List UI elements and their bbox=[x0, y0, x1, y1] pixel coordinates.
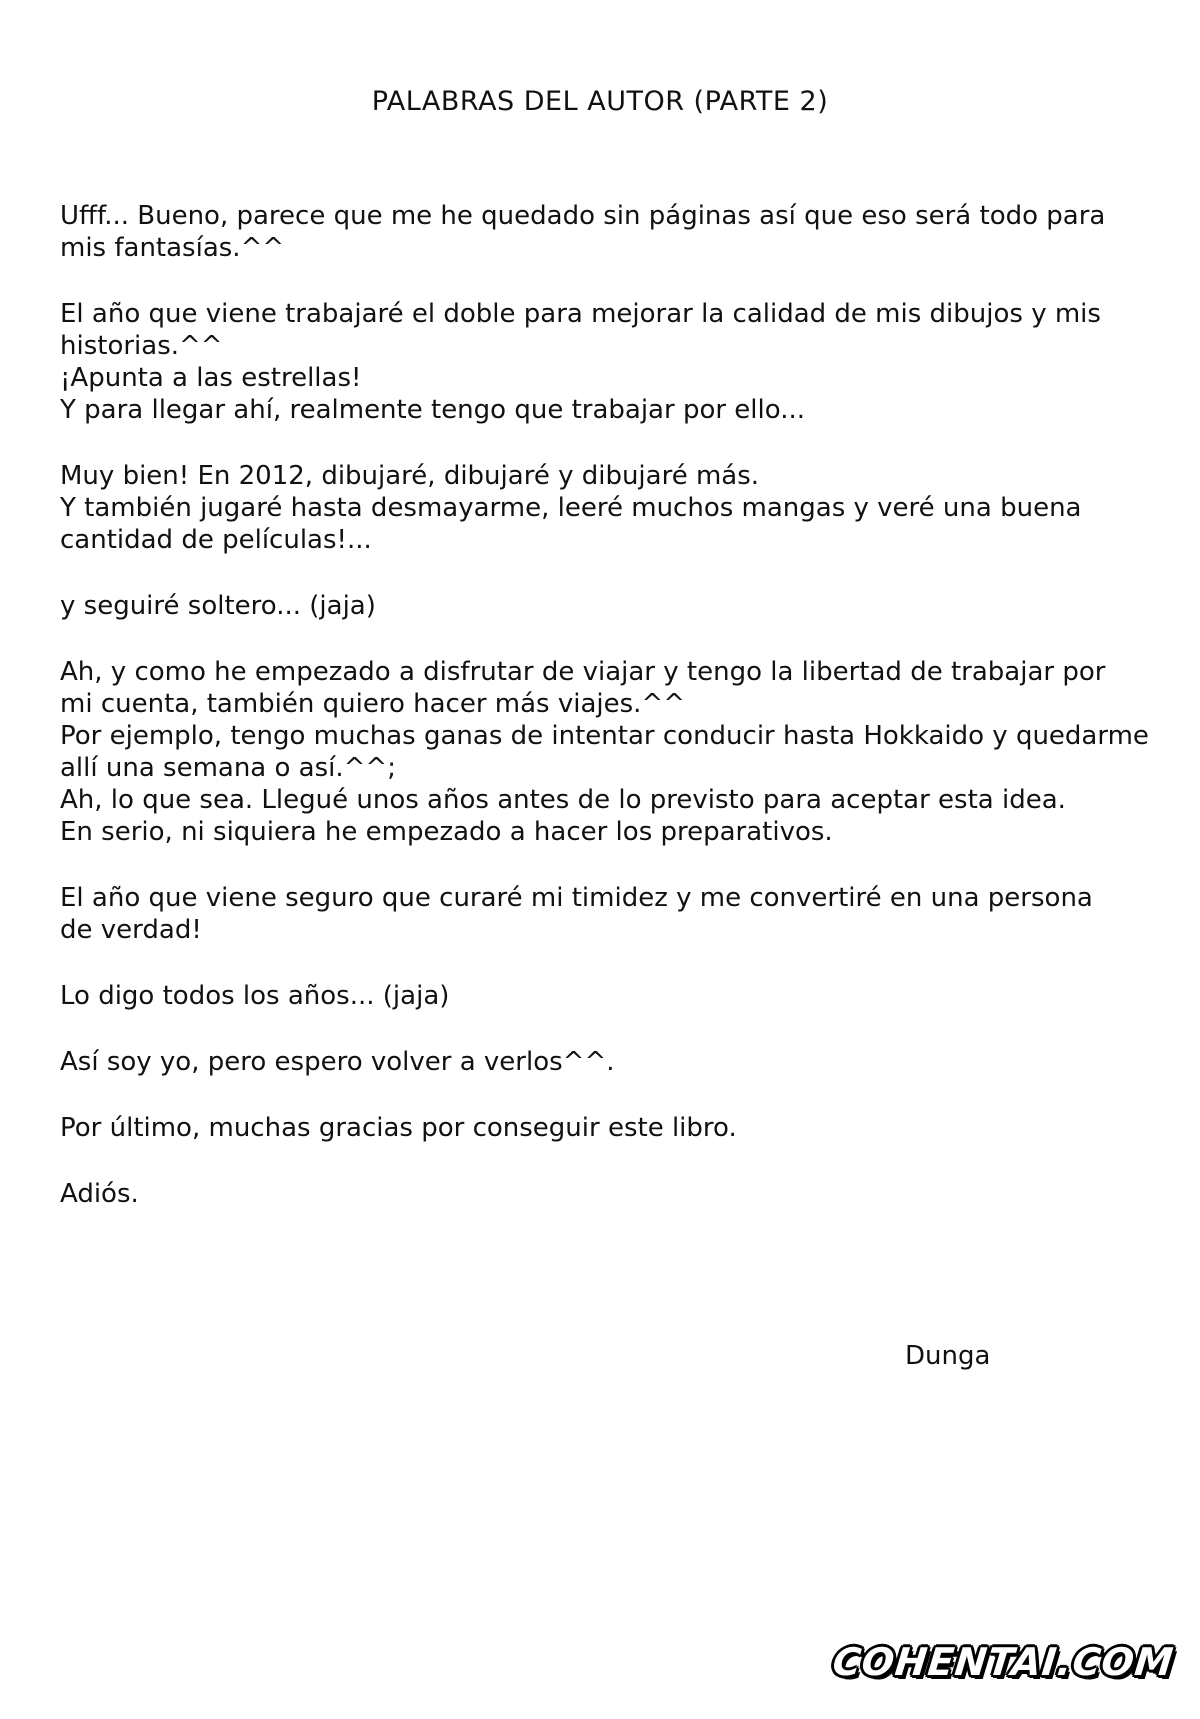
text-line: y seguiré soltero... (jaja) bbox=[60, 591, 376, 621]
text-line: Así soy yo, pero espero volver a verlos^^. bbox=[60, 1047, 615, 1077]
author-signature: Dunga bbox=[905, 1341, 991, 1371]
page-title: PALABRAS DEL AUTOR (PARTE 2) bbox=[371, 86, 829, 117]
text-line: Muy bien! En 2012, dibujaré, dibujaré y dibujaré más. bbox=[60, 461, 760, 491]
text-line: El año que viene seguro que curaré mi timidez y me convertiré en una persona bbox=[60, 883, 1093, 913]
text-line: mi cuenta, también quiero hacer más viajes.^^ bbox=[60, 689, 686, 719]
text-line: Ah, lo que sea. Llegué unos años antes de lo previsto para aceptar esta idea. bbox=[60, 785, 1066, 815]
text-line: ¡Apunta a las estrellas! bbox=[60, 363, 362, 393]
text-line: Lo digo todos los años... (jaja) bbox=[60, 981, 450, 1011]
text-line: allí una semana o así.^^; bbox=[60, 753, 396, 783]
text-line: Y también jugaré hasta desmayarme, leeré muchos mangas y veré una buena bbox=[60, 493, 1082, 523]
text-line: Ah, y como he empezado a disfrutar de viajar y tengo la libertad de trabajar por bbox=[60, 657, 1106, 687]
text-line: Y para llegar ahí, realmente tengo que trabajar por ello... bbox=[60, 395, 805, 425]
text-line: Ufff... Bueno, parece que me he quedado sin páginas así que eso será todo para bbox=[60, 201, 1106, 231]
text-line: Por último, muchas gracias por conseguir este libro. bbox=[60, 1113, 737, 1143]
text-line: Adiós. bbox=[60, 1179, 139, 1209]
text-line: historias.^^ bbox=[60, 331, 223, 361]
text-line: de verdad! bbox=[60, 915, 202, 945]
text-line: mis fantasías.^^ bbox=[60, 233, 285, 263]
text-line: En serio, ni siquiera he empezado a hacer los preparativos. bbox=[60, 817, 833, 847]
text-line: El año que viene trabajaré el doble para mejorar la calidad de mis dibujos y mis bbox=[60, 299, 1101, 329]
text-line: Por ejemplo, tengo muchas ganas de intentar conducir hasta Hokkaido y quedarme bbox=[60, 721, 1149, 751]
watermark-logo: COHENTAI.COM bbox=[830, 1640, 1177, 1684]
text-line: cantidad de películas!... bbox=[60, 525, 372, 555]
